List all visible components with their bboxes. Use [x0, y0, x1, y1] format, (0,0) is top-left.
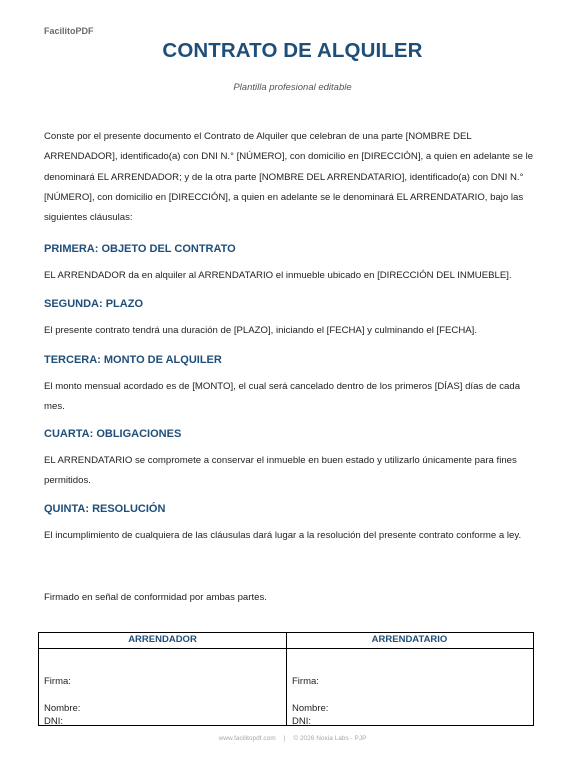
- clause-heading-tercera: TERCERA: MONTO DE ALQUILER: [44, 354, 222, 366]
- document-subtitle: Plantilla profesional editable: [233, 82, 352, 93]
- clause-text-cuarta: EL ARRENDATARIO se compromete a conservar el inmueble en buen estado y utilizarlo únicamente para fines permitidos.: [44, 455, 517, 487]
- brand-name: FacilitoPDF: [44, 26, 94, 36]
- header-divider: [39, 648, 533, 649]
- page-footer: [0, 735, 585, 742]
- clause-heading-segunda: SEGUNDA: PLAZO: [44, 298, 143, 310]
- footer-copyright: © 2026 Noxia Labs - PJP: [293, 735, 367, 742]
- arrendador-header: ARRENDADOR: [128, 634, 197, 645]
- clause-text-quinta: El incumplimiento de cualquiera de las cláusulas dará lugar a la resolución del presente contrato conforme a ley.: [44, 530, 522, 541]
- footer-separator: |: [283, 735, 286, 742]
- footer-site-link[interactable]: www.facilitopdf.com: [218, 735, 276, 742]
- clause-heading-cuarta: CUARTA: OBLIGACIONES: [44, 428, 182, 440]
- column-divider: [286, 633, 287, 725]
- clause-text-segunda: El presente contrato tendrá una duración de [PLAZO], iniciando el [FECHA] y culminando el [FECHA].: [44, 325, 478, 336]
- closing-statement: Firmado en señal de conformidad por ambas partes.: [44, 592, 267, 603]
- clause-heading-primera: PRIMERA: OBJETO DEL CONTRATO: [44, 243, 236, 255]
- arrendador-firma-label: Firma:: [44, 676, 71, 687]
- clause-heading-quinta: QUINTA: RESOLUCIÓN: [44, 503, 166, 515]
- document-title: CONTRATO DE ALQUILER: [162, 39, 423, 62]
- intro-paragraph: Conste por el presente documento el Contrato de Alquiler que celebran de una parte [NOMBRE DEL ARRENDADOR], identificado(a) con DNI N.° [NÚMERO], con domicilio en [DIRECCIÓN], a quien en adelante se le denominará EL ARRENDADOR; y de la otra parte [NOMBRE DEL ARRENDATARIO], identificado(a) con DNI N.° [NÚMERO], con domicilio en [DIRECCIÓN], a quien en adelante se le denominará EL ARRENDATARIO, bajo las siguientes cláusulas:: [44, 131, 534, 224]
- clause-text-primera: EL ARRENDADOR da en alquiler al ARRENDATARIO el inmueble ubicado en [DIRECCIÓN DEL INMUEBLE].: [44, 270, 512, 281]
- arrendatario-firma-label: Firma:: [292, 676, 319, 687]
- arrendador-dni-label: DNI:: [44, 716, 63, 727]
- clause-text-tercera: El monto mensual acordado es de [MONTO], el cual será cancelado dentro de los primeros [DÍAS] días de cada mes.: [44, 381, 521, 413]
- arrendatario-nombre-label: Nombre:: [292, 703, 329, 714]
- arrendatario-dni-label: DNI:: [292, 716, 311, 727]
- arrendatario-header: ARRENDATARIO: [371, 634, 448, 645]
- arrendador-nombre-label: Nombre:: [44, 703, 81, 714]
- signature-table: [38, 632, 534, 726]
